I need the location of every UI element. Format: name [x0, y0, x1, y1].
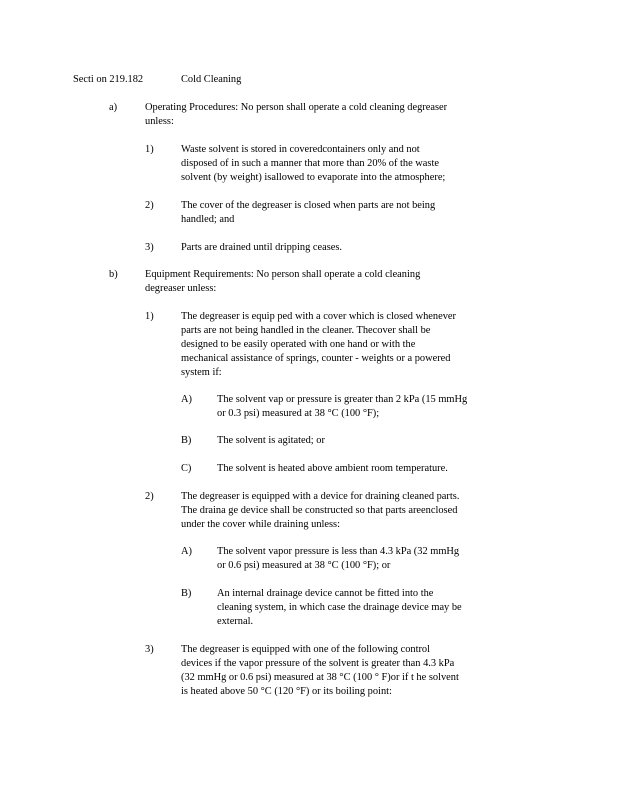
item-a-marker: a): [109, 102, 118, 113]
text-line: or 0.6 psi) measured at 38 °C (100 °F); or: [217, 560, 391, 571]
text-line: is heated above 50 °C (120 °F) or its boiling point:: [181, 686, 392, 697]
item-b1A-marker: A): [181, 394, 192, 405]
text-line: system if:: [181, 367, 222, 378]
text-line: solvent (by weight) isallowed to evaporate into the atmosphere;: [181, 172, 446, 183]
text-line: handled; and: [181, 214, 235, 225]
text-line: Waste solvent is stored in coveredcontainers only and not: [181, 144, 420, 155]
item-b1-text: [181, 310, 491, 380]
text-line: mechanical assistance of springs, counter - weights or a powered: [181, 353, 451, 364]
text-line: cleaning system, in which case the drainage device may be: [217, 602, 462, 613]
text-line: The degreaser is equipped with a device for draining cleaned parts.: [181, 491, 460, 502]
item-b-text: [145, 268, 490, 296]
item-a2-marker: 2): [145, 200, 154, 211]
item-b1C-text: [217, 462, 502, 476]
text-line: The degreaser is equip ped with a cover which is closed whenever: [181, 311, 456, 322]
text-line: devices if the vapor pressure of the solvent is greater than 4.3 kPa: [181, 658, 455, 669]
text-line: disposed of in such a manner that more than 20% of the waste: [181, 158, 439, 169]
item-a-text: [145, 101, 490, 129]
item-b2A-text: [217, 545, 502, 573]
text-line: degreaser unless:: [145, 283, 217, 294]
item-b1-marker: 1): [145, 311, 154, 322]
text-line: The draina ge device shall be constructed so that parts areenclosed: [181, 505, 458, 516]
text-line: parts are not being handled in the cleaner. Thecover shall be: [181, 325, 431, 336]
item-b1A-text: [217, 393, 502, 421]
section-title: Cold Cleaning: [181, 74, 242, 85]
text-line: external.: [217, 616, 254, 627]
item-b2A-marker: A): [181, 546, 192, 557]
text-line: The solvent vapor pressure is less than 4.3 kPa (32 mmHg: [217, 546, 460, 557]
item-b1C-marker: C): [181, 463, 192, 474]
item-a2-text: [181, 199, 481, 227]
text-line: or 0.3 psi) measured at 38 °C (100 °F);: [217, 408, 380, 419]
text-line: An internal drainage device cannot be fitted into the: [217, 588, 434, 599]
text-line: designed to be easily operated with one hand or with the: [181, 339, 416, 350]
text-line: The degreaser is equipped with one of the following control: [181, 644, 431, 655]
item-b2-text: [181, 490, 501, 532]
item-b1B-marker: B): [181, 435, 192, 446]
section-number: Secti on 219.182: [73, 74, 144, 85]
item-b2-marker: 2): [145, 491, 154, 502]
item-b1B-text: [217, 434, 502, 448]
item-b2B-text: [217, 587, 502, 629]
item-a1-marker: 1): [145, 144, 154, 155]
text-line: under the cover while draining unless:: [181, 519, 340, 530]
item-b2B-marker: B): [181, 588, 192, 599]
item-a3-text: [181, 241, 481, 255]
text-line: Parts are drained until dripping ceases.: [181, 242, 343, 253]
text-line: unless:: [145, 116, 174, 127]
item-b-marker: b): [109, 269, 118, 280]
text-line: Equipment Requirements: No person shall operate a cold cleaning: [145, 269, 421, 280]
item-b3-text: [181, 643, 501, 699]
item-b3-marker: 3): [145, 644, 154, 655]
text-line: Operating Procedures: No person shall operate a cold cleaning degreaser: [145, 102, 448, 113]
text-line: The solvent is agitated; or: [217, 435, 325, 446]
text-line: The cover of the degreaser is closed when parts are not being: [181, 200, 436, 211]
text-line: (32 mmHg or 0.6 psi) measured at 38 °C (100 ° F)or if t he solvent: [181, 672, 459, 683]
item-a3-marker: 3): [145, 242, 154, 253]
item-a1-text: [181, 143, 481, 185]
text-line: The solvent vap or pressure is greater than 2 kPa (15 mmHg: [217, 394, 468, 405]
text-line: The solvent is heated above ambient room temperature.: [217, 463, 448, 474]
